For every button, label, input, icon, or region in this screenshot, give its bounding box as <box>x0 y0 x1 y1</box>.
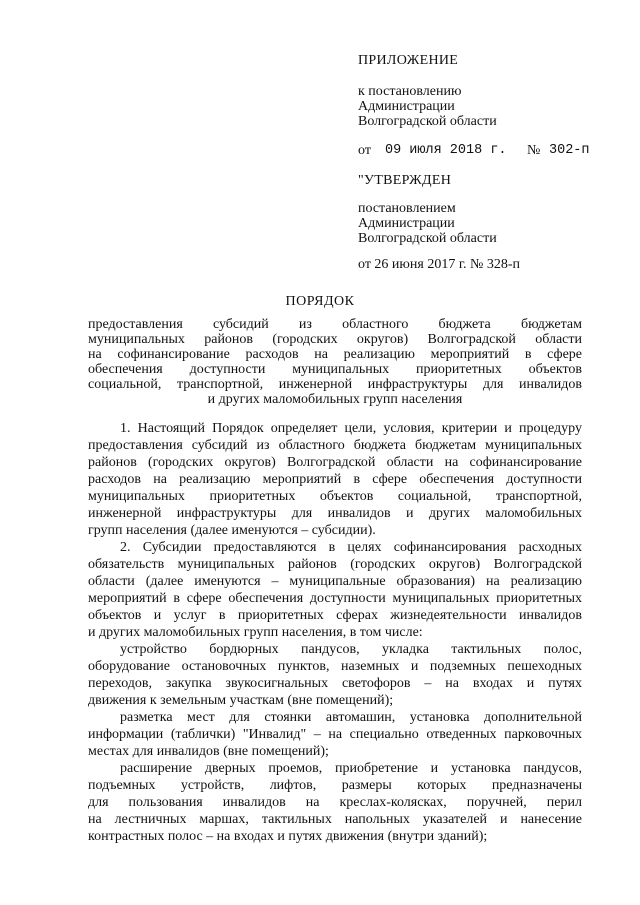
paragraph-line: инженерной инфраструктуры для инвалидов и других маломобильных <box>88 506 582 521</box>
appendix-to-line-1: к постановлению <box>358 84 462 99</box>
approved-date-line: от 26 июня 2017 г. № 328-п <box>358 257 520 272</box>
paragraph-line: обязательств муниципальных районов (городских округов) Волгоградской <box>88 557 582 572</box>
paragraph-line: для пользования инвалидов на креслах-колясках, поручней, перил <box>88 795 582 810</box>
paragraph-line: групп населения (далее именуются – субсидии). <box>88 523 376 538</box>
paragraph-line: устройство бордюрных пандусов, укладка тактильных полос, <box>120 642 582 657</box>
paragraph-line: и других маломобильных групп населения, в том числе: <box>88 625 423 640</box>
paragraph-line: движения к земельным участкам (вне помещений); <box>88 693 394 708</box>
paragraph-line: области (далее именуются – муниципальные образования) на реализацию <box>88 574 582 589</box>
document-subtitle <box>88 317 582 407</box>
paragraph-2 <box>88 539 582 641</box>
paragraph-line: 2. Субсидии предоставляются в целях софинансирования расходных <box>120 540 582 555</box>
subtitle-line: и других маломобильных групп населения <box>207 392 463 407</box>
approved-line-1: постановлением <box>358 201 456 216</box>
paragraph-line: расходов на реализацию мероприятий в сфере обеспечения доступности <box>88 472 582 487</box>
subtitle-line: на софинансирование расходов на реализацию мероприятий в сфере <box>88 347 582 362</box>
subtitle-line: муниципальных районов (городских округов) Волгоградской области <box>88 332 582 347</box>
appendix-date-prefix: от <box>358 143 371 158</box>
appendix-to-line-3: Волгоградской области <box>358 114 497 129</box>
paragraph-line: подъемных устройств, лифтов, размеры которых предназначены <box>88 778 582 793</box>
paragraph-4 <box>88 709 582 760</box>
subtitle-line: социальной, транспортной, инженерной инфраструктуры для инвалидов <box>88 377 582 392</box>
approved-label: "УТВЕРЖДЕН <box>358 173 452 188</box>
paragraph-line: муниципальных приоритетных объектов социальной, транспортной, <box>88 489 582 504</box>
appendix-label: ПРИЛОЖЕНИЕ <box>358 53 459 68</box>
subtitle-line: обеспечения доступности муниципальных приоритетных объектов <box>88 362 582 377</box>
paragraph-line: информации (таблички) "Инвалид" – на специально отведенных парковочных <box>88 727 582 742</box>
paragraph-line: расширение дверных проемов, приобретение и установка пандусов, <box>120 761 582 776</box>
document-title: ПОРЯДОК <box>285 294 355 309</box>
appendix-number-sign: № <box>527 143 541 158</box>
paragraph-line: районов (городских округов) Волгоградской области на софинансирование <box>88 455 582 470</box>
paragraph-3 <box>88 641 582 709</box>
appendix-date-value: 09 июля 2018 г. <box>385 143 507 158</box>
appendix-number-value: 302-п <box>549 143 590 158</box>
paragraph-line: предоставления субсидий из областного бюджета бюджетам муниципальных <box>88 438 582 453</box>
paragraph-line: мероприятий в сфере обеспечения доступности муниципальных приоритетных <box>88 591 582 606</box>
paragraph-line: на лестничных маршах, тактильных напольных указателей и нанесение <box>88 812 582 827</box>
approved-line-2: Администрации <box>358 216 455 231</box>
paragraph-line: оборудование остановочных пунктов, наземных и подземных пешеходных <box>88 659 582 674</box>
paragraph-line: 1. Настоящий Порядок определяет цели, условия, критерии и процедуру <box>120 421 582 436</box>
subtitle-line: предоставления субсидий из областного бюджета бюджетам <box>88 317 582 332</box>
paragraph-line: контрастных полос – на входах и путях движения (внутри зданий); <box>88 829 488 844</box>
paragraph-line: разметка мест для стоянки автомашин, установка дополнительной <box>120 710 582 725</box>
appendix-to-line-2: Администрации <box>358 99 455 114</box>
approved-line-3: Волгоградской области <box>358 231 497 246</box>
paragraph-line: местах для инвалидов (вне помещений); <box>88 744 329 759</box>
paragraph-1 <box>88 420 582 539</box>
paragraph-line: переходов, закупка звукосигнальных светофоров – на входах и путях <box>88 676 582 691</box>
paragraph-line: объектов и услуг в приоритетных сферах жизнедеятельности инвалидов <box>88 608 582 623</box>
paragraph-5 <box>88 760 582 845</box>
